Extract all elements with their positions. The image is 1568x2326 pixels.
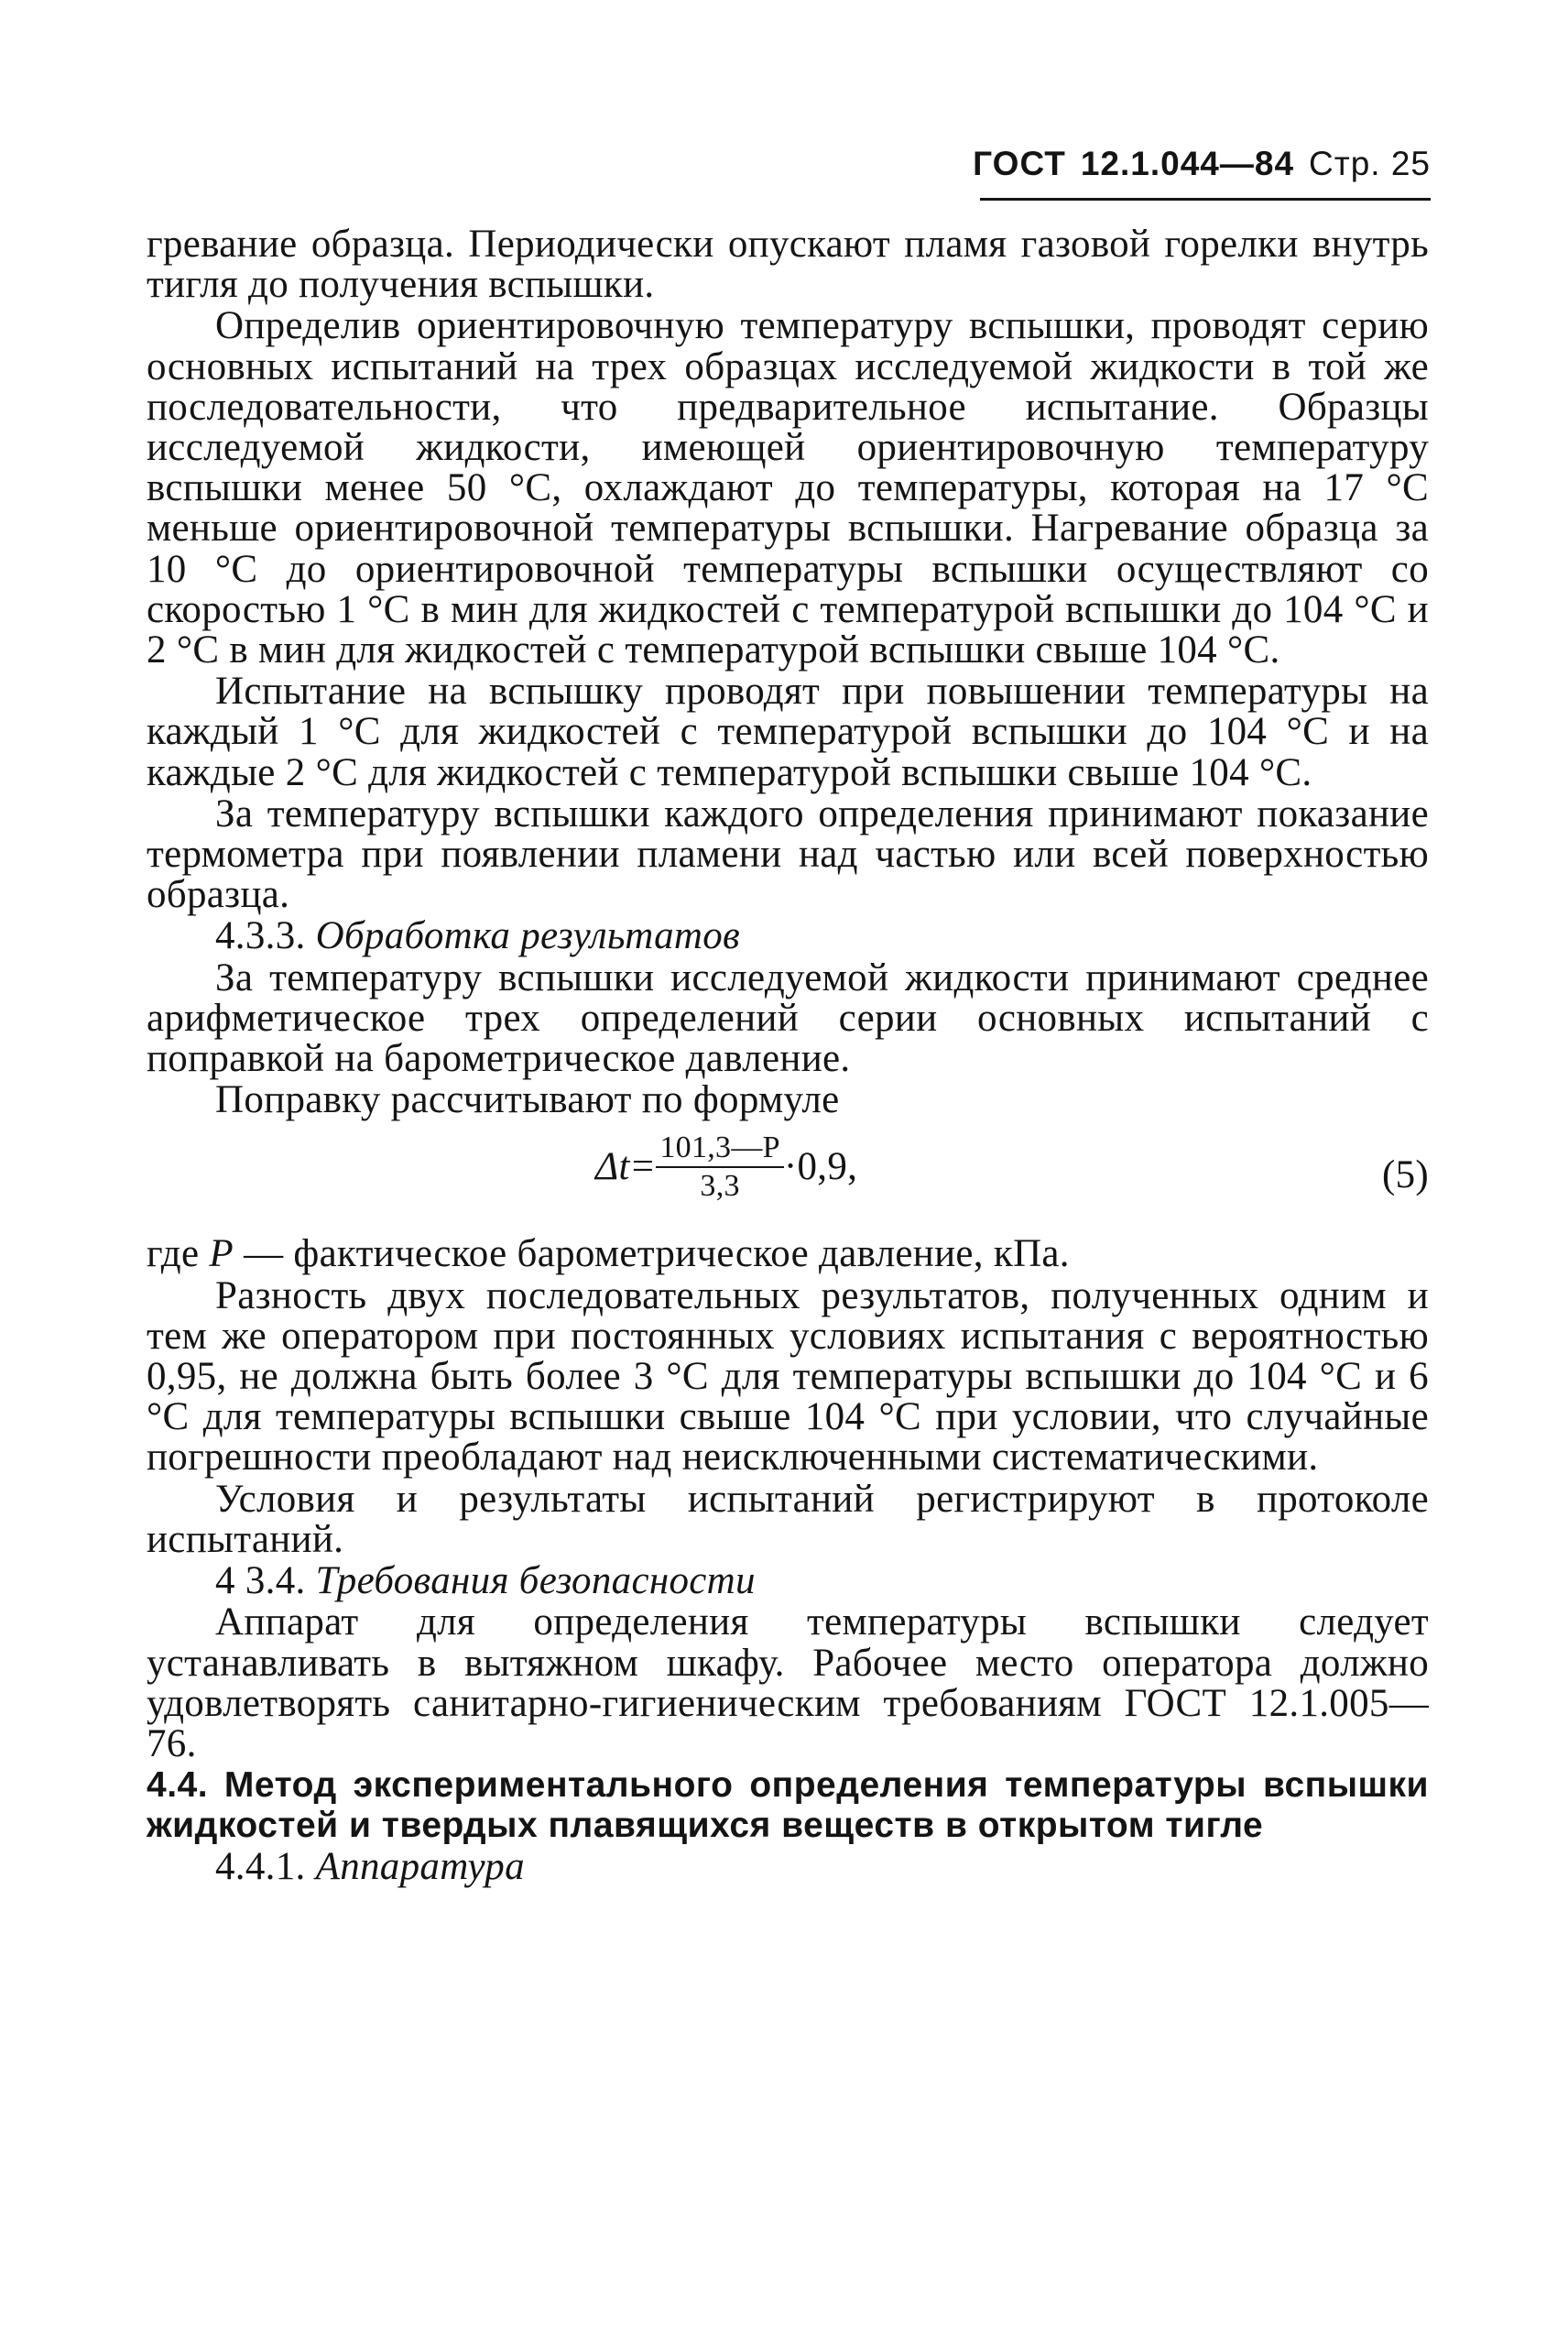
paragraph-formula-intro: Поправку рассчитывают по формуле: [215, 1078, 840, 1122]
formula-fraction: [656, 1130, 784, 1205]
subheading-4-4-1: [147, 1847, 1429, 1887]
paragraph-protocol: Условия и результаты испытаний регистрируют в протоколе испытаний.: [147, 1477, 1429, 1561]
paragraph-continuation: гревание образца. Периодически опускают пламя газовой горелки внутрь тигля до получения вспышки.: [147, 223, 1429, 307]
subheading-4-3-4: [147, 1561, 1429, 1601]
subheading-4-3-3: [147, 916, 1429, 956]
where-prefix: где: [147, 1232, 200, 1276]
header-standard: ГОСТ: [973, 145, 1066, 182]
subheading-title: Требования безопасности: [315, 1559, 756, 1603]
subheading-number: 4.3.3.: [215, 914, 306, 958]
subheading-number: 4.4.1.: [215, 1845, 306, 1889]
formula-multiplier: ·0,9,: [783, 1145, 858, 1189]
paragraph-flash-test: Испытание на вспышку проводят при повышении температуры на каждый 1 °С для жидкостей с температурой вспышки до 104 °С и на каждые 2 °С для жидкостей с температурой вспышки свыше 104 °С.: [147, 670, 1429, 794]
formula: [595, 1130, 857, 1205]
header-rule: [980, 198, 1431, 201]
subheading-number: 4 3.4.: [215, 1559, 306, 1603]
formula-block: [147, 1124, 1429, 1225]
paragraph-where-p: [147, 1234, 1429, 1274]
formula-numerator: 101,3—P: [656, 1130, 784, 1168]
formula-equals: =: [631, 1145, 655, 1189]
paragraph-result-average: За температуру вспышки исследуемой жидкости принимают среднее арифметическое трех определений серии основных испытаний с поправкой на барометрическое давление.: [147, 956, 1429, 1081]
page-header: [973, 145, 1431, 183]
header-standard-number: 12.1.044—84: [1080, 145, 1295, 182]
paragraph-safety: Аппарат для определения температуры вспышки следует устанавливать в вытяжном шкафу. Рабочее место оператора должно удовлетворять санитарно-гигиеническим требованиям ГОСТ 12.1.005—76.: [147, 1600, 1429, 1765]
paragraph-repeatability: Разность двух последовательных результатов, полученных одним и тем же оператором при постоянных условиях испытания с вероятностью 0,95, не должна быть более 3 °С для температуры вспышки до 104 °С и 6 °С для температуры вспышки свыше 104 °С при условии, что случайные погрешности преобладают над неисключенными систематическими.: [147, 1273, 1429, 1480]
where-definition: — фактическое барометрическое давление, кПа.: [244, 1232, 1070, 1276]
paragraph-thermometer: За температуру вспышки каждого определения принимают показание термометра при появлении пламени над частью или всей поверхностью образца.: [147, 792, 1429, 917]
formula-number: (5): [1381, 1153, 1429, 1197]
header-page-number: Стр. 25: [1309, 145, 1431, 182]
formula-lhs: Δt: [595, 1145, 630, 1189]
subheading-title: Аппаратура: [315, 1845, 525, 1889]
subheading-title: Обработка результатов: [315, 914, 740, 958]
document-body: [147, 224, 1429, 1888]
section-heading-4-4: 4.4. Метод экспериментального определения температуры вспышки жидкостей и твердых плавящихся веществ в открытом тигле: [147, 1765, 1429, 1846]
paragraph-main-tests: Определив ориентировочную температуру вспышки, проводят серию основных испытаний на трех образцах исследуемой жидкости в той же последовательности, что предварительное испытание. Образцы исследуемой жидкости, имеющей ориентировочную температуру вспышки менее 50 °С, охлаждают до температуры, которая на 17 °С меньше ориентировочной температуры вспышки. Нагревание образца за 10 °С до ориентировочной температуры вспышки осуществляют со скоростью 1 °С в мин для жидкостей с температурой вспышки до 104 °С и 2 °С в мин для жидкостей с температурой вспышки свыше 104 °С.: [147, 304, 1429, 672]
formula-denominator: 3,3: [700, 1169, 740, 1204]
where-variable: P: [209, 1232, 234, 1276]
